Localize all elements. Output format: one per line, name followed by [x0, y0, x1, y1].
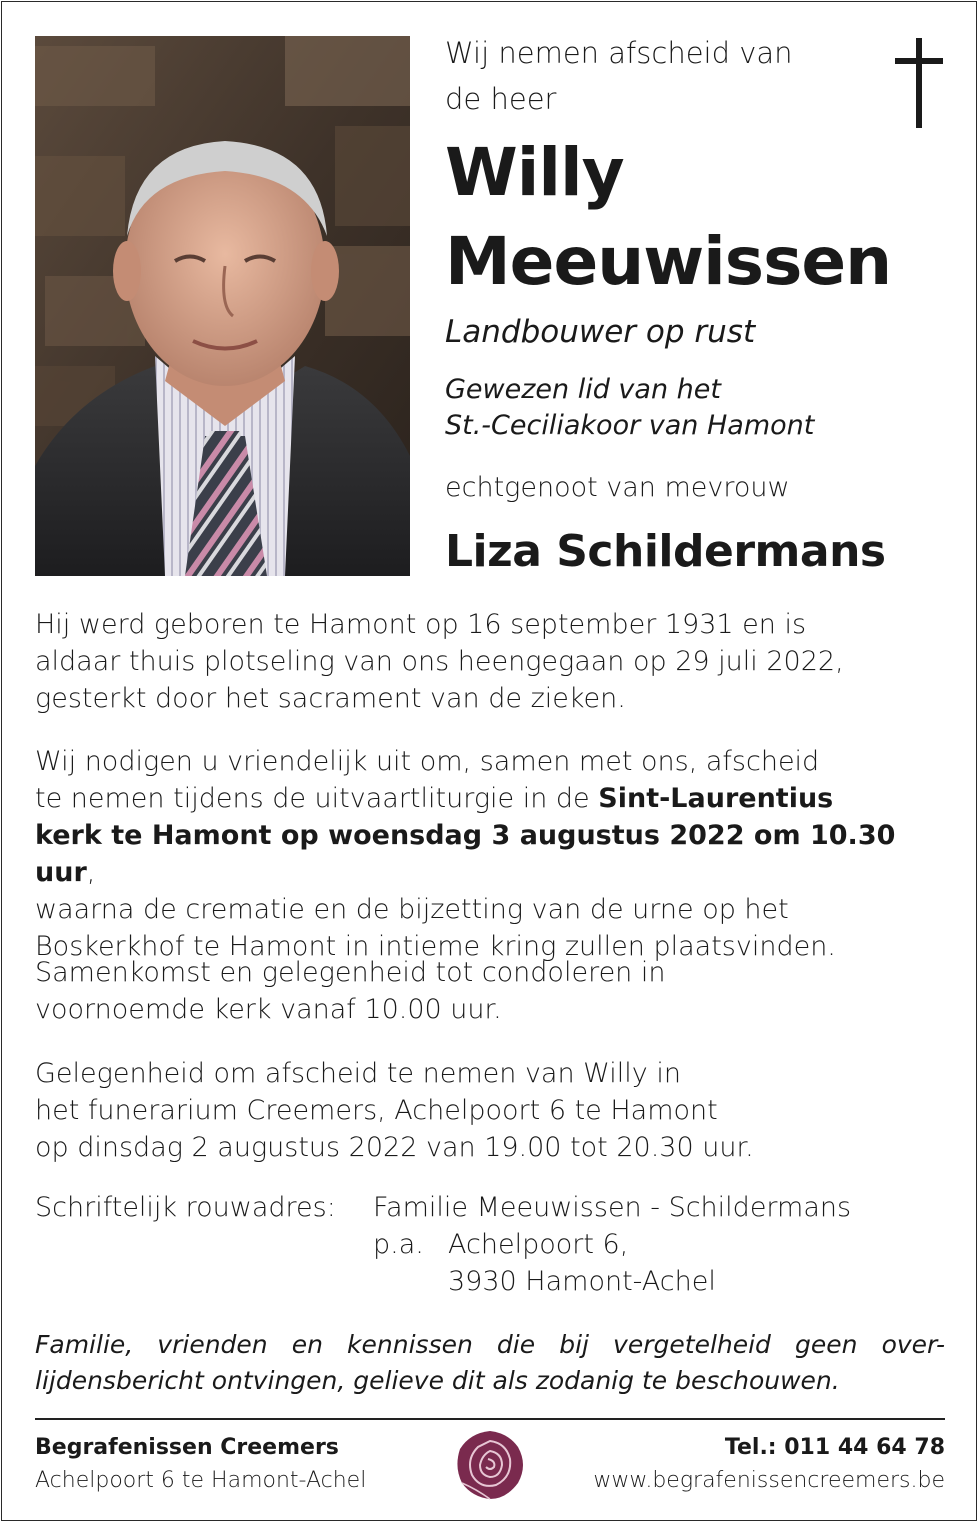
cross-icon — [895, 38, 943, 132]
farewell-paragraph — [35, 1055, 945, 1166]
deceased-first-name: Willy — [445, 134, 624, 211]
note-line: Familie, vrienden en kennissen die bij vergetelheid geen over- — [35, 1330, 945, 1359]
church-name: Sint-Laurentius — [598, 783, 834, 814]
footer-divider — [35, 1418, 945, 1420]
note-line: lijdensbericht ontvingen, gelieve dit als zodanig te beschouwen. — [35, 1366, 840, 1395]
funeral-home-address: Achelpoort 6 te Hamont-Achel — [35, 1468, 367, 1493]
paragraph-line — [35, 817, 945, 891]
condolence-paragraph — [35, 954, 945, 1028]
birth-death-paragraph — [35, 606, 945, 717]
spouse-intro: echtgenoot van mevrouw — [445, 472, 790, 503]
membership-line: St.-Ceciliakoor van Hamont — [445, 410, 815, 441]
paragraph-line: op dinsdag 2 augustus 2022 van 19.00 tot 20.30 uur. — [35, 1132, 754, 1163]
paragraph-line: waarna de crematie en de bijzetting van de urne op het — [35, 894, 789, 925]
paragraph-line — [35, 780, 945, 817]
paragraph-line: Samenkomst en gelegenheid tot condoleren in — [35, 957, 666, 988]
membership — [445, 372, 814, 444]
paragraph-line: aldaar thuis plotseling van ons heengegaan op 29 juli 2022, — [35, 646, 844, 677]
intro-line: Wij nemen afscheid van — [445, 36, 793, 70]
intro-text — [445, 30, 793, 122]
deceased-last-name: Meeuwissen — [445, 223, 892, 300]
address-line: Familie Meeuwissen - Schildermans — [373, 1192, 852, 1223]
occupation: Landbouwer op rust — [445, 314, 756, 350]
address-pa: p.a. — [373, 1229, 424, 1260]
paragraph-line: voornoemde kerk vanaf 10.00 uur. — [35, 994, 502, 1025]
portrait-photo — [35, 36, 410, 576]
paragraph-line: Wij nodigen u vriendelijk uit om, samen met ons, afscheid — [35, 746, 820, 777]
funeral-datetime: kerk te Hamont op woensdag 3 augustus 2022 om 10.30 uur — [35, 820, 896, 888]
paragraph-text: te nemen tijdens de uitvaartliturgie in de — [35, 783, 599, 814]
paragraph-text: , — [86, 857, 96, 888]
notice-note — [35, 1327, 945, 1399]
paragraph-line: Gelegenheid om afscheid te nemen van Willy in — [35, 1058, 681, 1089]
funeral-paragraph — [35, 743, 945, 965]
funeral-home-name: Begrafenissen Creemers — [35, 1435, 339, 1460]
paragraph-line: Boskerkhof te Hamont in intieme kring zullen plaatsvinden. — [35, 931, 836, 962]
funeral-home-website[interactable]: www.begrafenissencreemers.be — [593, 1468, 945, 1493]
paragraph-line: Hij werd geboren te Hamont op 16 september 1931 en is — [35, 609, 807, 640]
paragraph-line: gesterkt door het sacrament van de zieken. — [35, 683, 626, 714]
funeral-home-phone: Tel.: 011 44 64 78 — [724, 1435, 945, 1460]
spouse-name: Liza Schildermans — [445, 526, 886, 577]
address-line: 3930 Hamont-Achel — [448, 1266, 716, 1297]
rose-icon — [452, 1427, 528, 1507]
paragraph-line: het funerarium Creemers, Achelpoort 6 te Hamont — [35, 1095, 718, 1126]
membership-line: Gewezen lid van het — [445, 374, 721, 405]
address-line: Achelpoort 6, — [448, 1229, 629, 1260]
address-label: Schriftelijk rouwadres: — [35, 1192, 336, 1223]
intro-line: de heer — [445, 82, 557, 116]
